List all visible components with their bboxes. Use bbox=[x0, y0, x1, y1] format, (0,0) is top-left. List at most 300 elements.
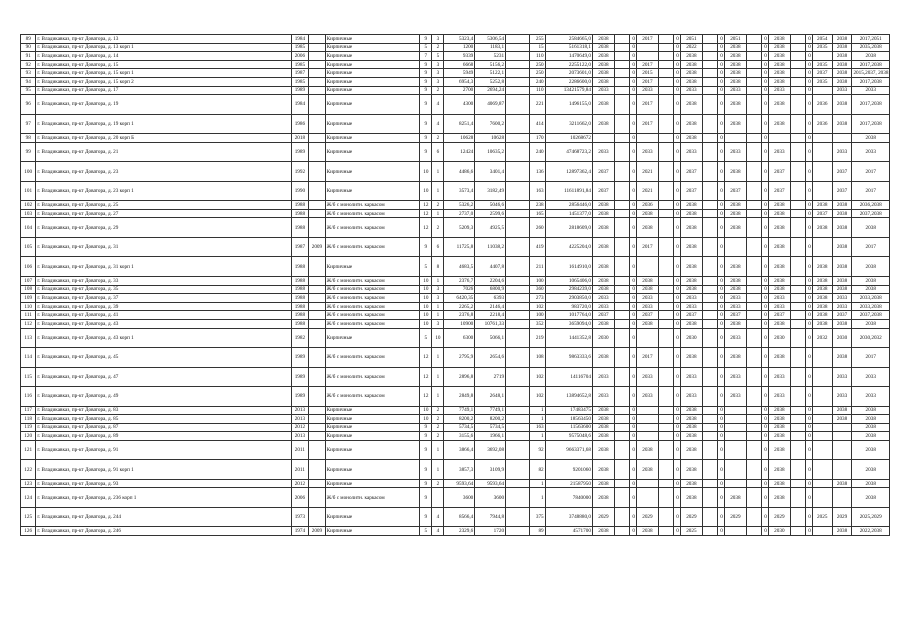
table-cell: 3 bbox=[432, 319, 444, 328]
table-cell: Кирпичные bbox=[325, 60, 420, 69]
table-cell: г. Владикавказ, пр-кт Доватора, д. 19 корп 1 bbox=[36, 114, 291, 134]
table-cell: 0 bbox=[762, 285, 769, 294]
table-cell: 0 bbox=[806, 423, 813, 432]
table-cell: 0 bbox=[806, 507, 813, 527]
table-cell: 5156,2 bbox=[475, 60, 506, 69]
table-cell bbox=[506, 440, 530, 460]
table-cell bbox=[614, 311, 629, 320]
table-cell bbox=[636, 328, 658, 348]
table-cell bbox=[702, 95, 717, 115]
table-cell: 1614910,0 bbox=[545, 257, 592, 277]
table-cell bbox=[812, 162, 832, 182]
table-cell bbox=[724, 134, 746, 143]
table-cell: 2033 bbox=[832, 294, 852, 303]
table-cell: 273 bbox=[530, 294, 545, 303]
table-cell bbox=[746, 181, 761, 201]
table-cell: 4571700 bbox=[545, 527, 592, 536]
table-cell bbox=[506, 86, 530, 95]
table-cell: 2017 bbox=[636, 60, 658, 69]
table-cell: 1720 bbox=[475, 527, 506, 536]
table-cell: 0 bbox=[674, 319, 681, 328]
table-cell bbox=[790, 43, 805, 52]
table-cell: 2038 bbox=[768, 201, 790, 210]
table-cell: 1 bbox=[432, 440, 444, 460]
table-cell: 8200,2 bbox=[475, 415, 506, 424]
table-cell bbox=[812, 527, 832, 536]
table-cell: 3155,6 bbox=[444, 432, 475, 441]
table-cell: 3 bbox=[432, 285, 444, 294]
table-cell: 4407,8 bbox=[475, 257, 506, 277]
table-cell: 0 bbox=[630, 285, 637, 294]
table-cell: 983720,0 bbox=[545, 302, 592, 311]
table-cell bbox=[790, 218, 805, 238]
table-cell: 13421579,84 bbox=[545, 86, 592, 95]
table-cell bbox=[746, 60, 761, 69]
table-cell bbox=[746, 294, 761, 303]
table-cell: 2038 bbox=[852, 432, 890, 441]
table-cell bbox=[658, 328, 673, 348]
table-cell bbox=[506, 218, 530, 238]
table-cell: 102 bbox=[530, 367, 545, 387]
table-cell: г. Владикавказ, пр-кт Доватора, д. 29 bbox=[36, 218, 291, 238]
table-cell: 93 bbox=[21, 69, 36, 78]
table-cell bbox=[702, 311, 717, 320]
table-cell bbox=[702, 162, 717, 182]
table-cell: 91 bbox=[21, 52, 36, 61]
table-cell: 2033 bbox=[724, 294, 746, 303]
table-cell: 2033 bbox=[592, 294, 614, 303]
table-cell: 2033 bbox=[724, 328, 746, 348]
table-cell: г. Владикавказ, пр-кт Доватора, д. 91 корп 1 bbox=[36, 460, 291, 480]
table-cell: 2038 bbox=[680, 52, 702, 61]
table-cell: 3866,4 bbox=[444, 440, 475, 460]
table-cell bbox=[812, 423, 832, 432]
table-cell: 0 bbox=[718, 257, 725, 277]
table-cell: 2017 bbox=[636, 77, 658, 86]
table-cell: 100 bbox=[530, 311, 545, 320]
table-cell: 2037 bbox=[636, 311, 658, 320]
table-cell: 0 bbox=[674, 142, 681, 162]
table-cell: 0 bbox=[762, 69, 769, 78]
table-cell: 2038 bbox=[592, 432, 614, 441]
table-cell: 2038 bbox=[680, 60, 702, 69]
table-cell bbox=[746, 95, 761, 115]
table-cell: 99 bbox=[21, 142, 36, 162]
table-body bbox=[21, 35, 890, 536]
table-cell: 47468723,2 bbox=[545, 142, 592, 162]
table-cell bbox=[309, 479, 326, 488]
table-cell: 5306,54 bbox=[475, 35, 506, 44]
table-cell bbox=[812, 488, 832, 508]
table-cell: 0 bbox=[718, 527, 725, 536]
table-cell bbox=[614, 460, 629, 480]
table-cell: 0 bbox=[762, 415, 769, 424]
table-cell bbox=[658, 114, 673, 134]
table-cell bbox=[702, 43, 717, 52]
table-row bbox=[21, 77, 890, 86]
table-cell: 0 bbox=[630, 77, 637, 86]
table-cell: 2033 bbox=[852, 142, 890, 162]
table-cell: 2033 bbox=[768, 142, 790, 162]
table-cell: 2029 bbox=[768, 507, 790, 527]
table-cell: 163 bbox=[530, 181, 545, 201]
table-cell: 1496155,0 bbox=[545, 95, 592, 115]
table-cell bbox=[658, 406, 673, 415]
table-cell: 8 bbox=[432, 257, 444, 277]
table-cell: 119 bbox=[21, 423, 36, 432]
table-cell: 0 bbox=[806, 348, 813, 368]
table-cell: 2038 bbox=[812, 311, 832, 320]
table-row bbox=[21, 423, 890, 432]
table-cell: 106 bbox=[21, 257, 36, 277]
table-cell: 2038 bbox=[852, 440, 890, 460]
table-cell bbox=[614, 423, 629, 432]
table-cell: 3 bbox=[432, 69, 444, 78]
table-cell bbox=[506, 432, 530, 441]
table-cell: 102 bbox=[530, 387, 545, 407]
table-cell: г. Владикавказ, пр-кт Доватора, д. 43 корп 1 bbox=[36, 328, 291, 348]
table-cell: 2030 bbox=[680, 328, 702, 348]
table-cell: 0 bbox=[718, 60, 725, 69]
table-cell: 1 bbox=[530, 415, 545, 424]
table-cell bbox=[658, 488, 673, 508]
table-cell: 2654,6 bbox=[475, 348, 506, 368]
table-cell: 2038 bbox=[592, 479, 614, 488]
table-row bbox=[21, 209, 890, 218]
table-cell: г. Владикавказ, пр-кт Доватора, д. 31 корп 1 bbox=[36, 257, 291, 277]
table-cell: 1986 bbox=[291, 114, 309, 134]
table-cell: 0 bbox=[718, 507, 725, 527]
table-cell bbox=[746, 328, 761, 348]
table-cell: 9 bbox=[420, 134, 432, 143]
table-cell: 2038 bbox=[680, 257, 702, 277]
table-cell bbox=[309, 294, 326, 303]
table-cell: г. Владикавказ, пр-кт Доватора, д. 236 корп 1 bbox=[36, 488, 291, 508]
table-cell: 2038 bbox=[592, 285, 614, 294]
table-cell: 2038 bbox=[768, 69, 790, 78]
table-cell: 2038 bbox=[592, 348, 614, 368]
table-cell bbox=[832, 432, 852, 441]
table-cell: 3 bbox=[432, 77, 444, 86]
table-cell bbox=[614, 415, 629, 424]
table-cell: 10 bbox=[420, 181, 432, 201]
table-cell bbox=[790, 237, 805, 257]
table-cell: 0 bbox=[674, 218, 681, 238]
table-cell: 1988 bbox=[291, 285, 309, 294]
table-cell: 2038 bbox=[852, 276, 890, 285]
table-cell bbox=[702, 134, 717, 143]
table-cell bbox=[636, 43, 658, 52]
table-cell: 2038 bbox=[768, 276, 790, 285]
table-cell: Ж/б с монолитн. каркасом bbox=[325, 209, 420, 218]
table-cell: 2038 bbox=[832, 479, 852, 488]
table-cell: 103 bbox=[21, 209, 36, 218]
table-cell: 2038 bbox=[724, 218, 746, 238]
table-cell: 2017 bbox=[636, 237, 658, 257]
table-cell: 1989 bbox=[291, 86, 309, 95]
table-cell: 9 bbox=[420, 479, 432, 488]
table-cell: 1065406,0 bbox=[545, 276, 592, 285]
table-cell bbox=[724, 423, 746, 432]
table-cell: 0 bbox=[718, 142, 725, 162]
table-cell bbox=[790, 181, 805, 201]
table-cell: 211 bbox=[530, 257, 545, 277]
table-cell: 2038 bbox=[724, 69, 746, 78]
table-cell: 0 bbox=[674, 162, 681, 182]
table-cell bbox=[614, 387, 629, 407]
table-cell: 2035 bbox=[812, 77, 832, 86]
table-cell bbox=[309, 209, 326, 218]
housing-register-table bbox=[20, 34, 890, 536]
table-cell: 115 bbox=[21, 367, 36, 387]
table-cell bbox=[746, 285, 761, 294]
table-cell: 0 bbox=[762, 406, 769, 415]
table-cell: 2038 bbox=[768, 319, 790, 328]
table-cell: 0 bbox=[762, 257, 769, 277]
table-cell bbox=[746, 276, 761, 285]
table-cell bbox=[812, 406, 832, 415]
table-cell bbox=[790, 52, 805, 61]
table-cell: 2029 bbox=[636, 507, 658, 527]
table-cell: 2038 bbox=[768, 114, 790, 134]
table-cell: Кирпичные bbox=[325, 86, 420, 95]
table-cell bbox=[832, 423, 852, 432]
table-cell: 2038 bbox=[636, 460, 658, 480]
table-cell bbox=[702, 237, 717, 257]
table-cell bbox=[506, 348, 530, 368]
table-cell bbox=[309, 35, 326, 44]
table-cell: 8566,4 bbox=[444, 507, 475, 527]
table-cell: 2038 bbox=[724, 162, 746, 182]
table-cell: 2038 bbox=[680, 319, 702, 328]
table-cell bbox=[614, 209, 629, 218]
table-cell: Кирпичные bbox=[325, 432, 420, 441]
table-cell bbox=[614, 302, 629, 311]
table-cell bbox=[309, 218, 326, 238]
table-cell bbox=[746, 218, 761, 238]
table-cell: 2265,2 bbox=[444, 302, 475, 311]
table-cell: 0 bbox=[762, 479, 769, 488]
table-cell bbox=[812, 237, 832, 257]
table-cell: 125 bbox=[21, 507, 36, 527]
table-cell: 2011 bbox=[291, 460, 309, 480]
table-cell: 3659094,0 bbox=[545, 319, 592, 328]
table-cell: Ж/б с монолитн. каркасом bbox=[325, 294, 420, 303]
table-cell: 0 bbox=[718, 432, 725, 441]
table-cell: 1966,1 bbox=[475, 432, 506, 441]
table-cell: 5734,5 bbox=[444, 423, 475, 432]
table-cell: 260 bbox=[530, 218, 545, 238]
table-cell: 0 bbox=[762, 440, 769, 460]
table-cell: 2025 bbox=[812, 507, 832, 527]
table-cell: 2038 bbox=[832, 209, 852, 218]
table-cell: 105 bbox=[21, 237, 36, 257]
table-cell: 2038 bbox=[724, 488, 746, 508]
table-cell: Кирпичные bbox=[325, 77, 420, 86]
table-cell: 11038,2 bbox=[475, 237, 506, 257]
table-cell bbox=[506, 43, 530, 52]
table-cell bbox=[309, 440, 326, 460]
table-cell: 0 bbox=[806, 209, 813, 218]
table-cell: 0 bbox=[630, 460, 637, 480]
table-cell: 2033 bbox=[852, 387, 890, 407]
table-cell: 2038 bbox=[680, 460, 702, 480]
table-cell: 0 bbox=[806, 415, 813, 424]
table-cell: 0 bbox=[674, 114, 681, 134]
table-cell bbox=[309, 77, 326, 86]
table-cell: 0 bbox=[718, 488, 725, 508]
table-cell: 12 bbox=[420, 387, 432, 407]
table-cell: 2038 bbox=[768, 348, 790, 368]
table-cell: 2038 bbox=[592, 415, 614, 424]
table-cell bbox=[614, 294, 629, 303]
table-cell: 2037 bbox=[832, 311, 852, 320]
table-cell: 2038 bbox=[724, 348, 746, 368]
table-cell: 2038 bbox=[724, 43, 746, 52]
table-row bbox=[21, 415, 890, 424]
table-cell: 6 bbox=[432, 142, 444, 162]
table-cell: 2033 bbox=[832, 302, 852, 311]
table-cell bbox=[812, 181, 832, 201]
table-cell: 123 bbox=[21, 479, 36, 488]
table-cell: 2038 bbox=[636, 440, 658, 460]
table-cell: 0 bbox=[674, 285, 681, 294]
table-cell: 92 bbox=[530, 440, 545, 460]
table-cell bbox=[614, 237, 629, 257]
table-cell: 2033 bbox=[832, 142, 852, 162]
table-cell: 9 bbox=[420, 95, 432, 115]
table-cell: 0 bbox=[806, 367, 813, 387]
table-cell bbox=[309, 423, 326, 432]
table-cell: 0 bbox=[718, 387, 725, 407]
table-cell: 0 bbox=[718, 86, 725, 95]
table-cell: 2022,2038 bbox=[852, 527, 890, 536]
table-cell bbox=[658, 432, 673, 441]
table-cell: 1988 bbox=[291, 319, 309, 328]
table-cell bbox=[702, 302, 717, 311]
table-cell bbox=[746, 367, 761, 387]
table-cell bbox=[658, 181, 673, 201]
table-cell: 2038 bbox=[852, 423, 890, 432]
table-cell bbox=[658, 134, 673, 143]
table-cell: 2029 bbox=[724, 507, 746, 527]
table-cell: 8251,4 bbox=[444, 114, 475, 134]
table-cell: 112 bbox=[21, 319, 36, 328]
table-cell bbox=[309, 43, 326, 52]
table-cell: 2038 bbox=[852, 406, 890, 415]
table-cell: 3857,3 bbox=[444, 460, 475, 480]
table-cell: 2017,2038 bbox=[852, 60, 890, 69]
table-cell bbox=[506, 319, 530, 328]
table-cell bbox=[658, 60, 673, 69]
table-cell: 2025 bbox=[680, 527, 702, 536]
table-cell: 12 bbox=[420, 348, 432, 368]
table-cell: 2038 bbox=[680, 218, 702, 238]
table-cell: 2038 bbox=[680, 276, 702, 285]
table-cell: 0 bbox=[630, 237, 637, 257]
table-cell: 108 bbox=[530, 348, 545, 368]
table-cell bbox=[702, 276, 717, 285]
table-cell: 4225204,0 bbox=[545, 237, 592, 257]
table-cell: 2036 bbox=[812, 95, 832, 115]
table-cell bbox=[724, 440, 746, 460]
table-cell bbox=[658, 162, 673, 182]
table-cell: 1989 bbox=[291, 348, 309, 368]
table-cell bbox=[614, 35, 629, 44]
table-cell: 2038 bbox=[680, 348, 702, 368]
table-cell: 0 bbox=[806, 527, 813, 536]
table-cell: 2033 bbox=[592, 302, 614, 311]
table-cell: 9 bbox=[420, 114, 432, 134]
table-cell: 2038 bbox=[724, 257, 746, 277]
table-cell: 0 bbox=[762, 209, 769, 218]
table-cell: 1984 bbox=[291, 95, 309, 115]
table-cell bbox=[309, 387, 326, 407]
table-cell bbox=[790, 488, 805, 508]
table-cell: 104 bbox=[21, 218, 36, 238]
table-cell: 2038 bbox=[768, 479, 790, 488]
table-cell bbox=[724, 237, 746, 257]
table-cell: 0 bbox=[718, 294, 725, 303]
table-cell: 0 bbox=[806, 237, 813, 257]
table-cell bbox=[702, 423, 717, 432]
table-row bbox=[21, 328, 890, 348]
table-cell: 0 bbox=[806, 43, 813, 52]
table-cell: 0 bbox=[762, 162, 769, 182]
table-cell bbox=[658, 43, 673, 52]
table-cell: 2033 bbox=[592, 142, 614, 162]
table-cell: 1183,1 bbox=[475, 43, 506, 52]
table-cell: 1 bbox=[432, 348, 444, 368]
table-cell: 0 bbox=[630, 440, 637, 460]
table-cell: 9 bbox=[420, 86, 432, 95]
table-cell: 0 bbox=[718, 367, 725, 387]
table-cell: 2038 bbox=[592, 69, 614, 78]
table-cell: 0 bbox=[806, 311, 813, 320]
table-cell: 1 bbox=[432, 162, 444, 182]
table-cell: 0 bbox=[718, 302, 725, 311]
table-cell: Кирпичные bbox=[325, 134, 420, 143]
table-row bbox=[21, 201, 890, 210]
table-cell: 2017,2038 bbox=[852, 95, 890, 115]
table-cell: 1 bbox=[530, 406, 545, 415]
table-cell: 221 bbox=[530, 95, 545, 115]
table-cell bbox=[790, 440, 805, 460]
table-cell bbox=[702, 285, 717, 294]
table-cell: 109 bbox=[21, 294, 36, 303]
table-cell: 2038 bbox=[832, 237, 852, 257]
table-cell: 5 bbox=[420, 328, 432, 348]
table-cell bbox=[614, 328, 629, 348]
table-row bbox=[21, 60, 890, 69]
table-cell bbox=[812, 348, 832, 368]
table-cell: 3 bbox=[432, 294, 444, 303]
table-cell: 2009 bbox=[309, 237, 326, 257]
table-cell: 2017 bbox=[852, 348, 890, 368]
table-cell: 6800,9 bbox=[475, 285, 506, 294]
table-cell: 2038 bbox=[768, 488, 790, 508]
table-cell: Кирпичные bbox=[325, 406, 420, 415]
table-cell: г. Владикавказ, пр-кт Доватора, д. 93 bbox=[36, 479, 291, 488]
table-cell: 2054 bbox=[812, 35, 832, 44]
table-cell: г. Владикавказ, пр-кт Доватора, д. 45 bbox=[36, 348, 291, 368]
table-cell: 0 bbox=[718, 479, 725, 488]
table-cell: 98 bbox=[21, 134, 36, 143]
table-cell: 2038 bbox=[724, 285, 746, 294]
table-cell: 0 bbox=[674, 387, 681, 407]
table-cell bbox=[746, 69, 761, 78]
table-cell: 0 bbox=[630, 218, 637, 238]
